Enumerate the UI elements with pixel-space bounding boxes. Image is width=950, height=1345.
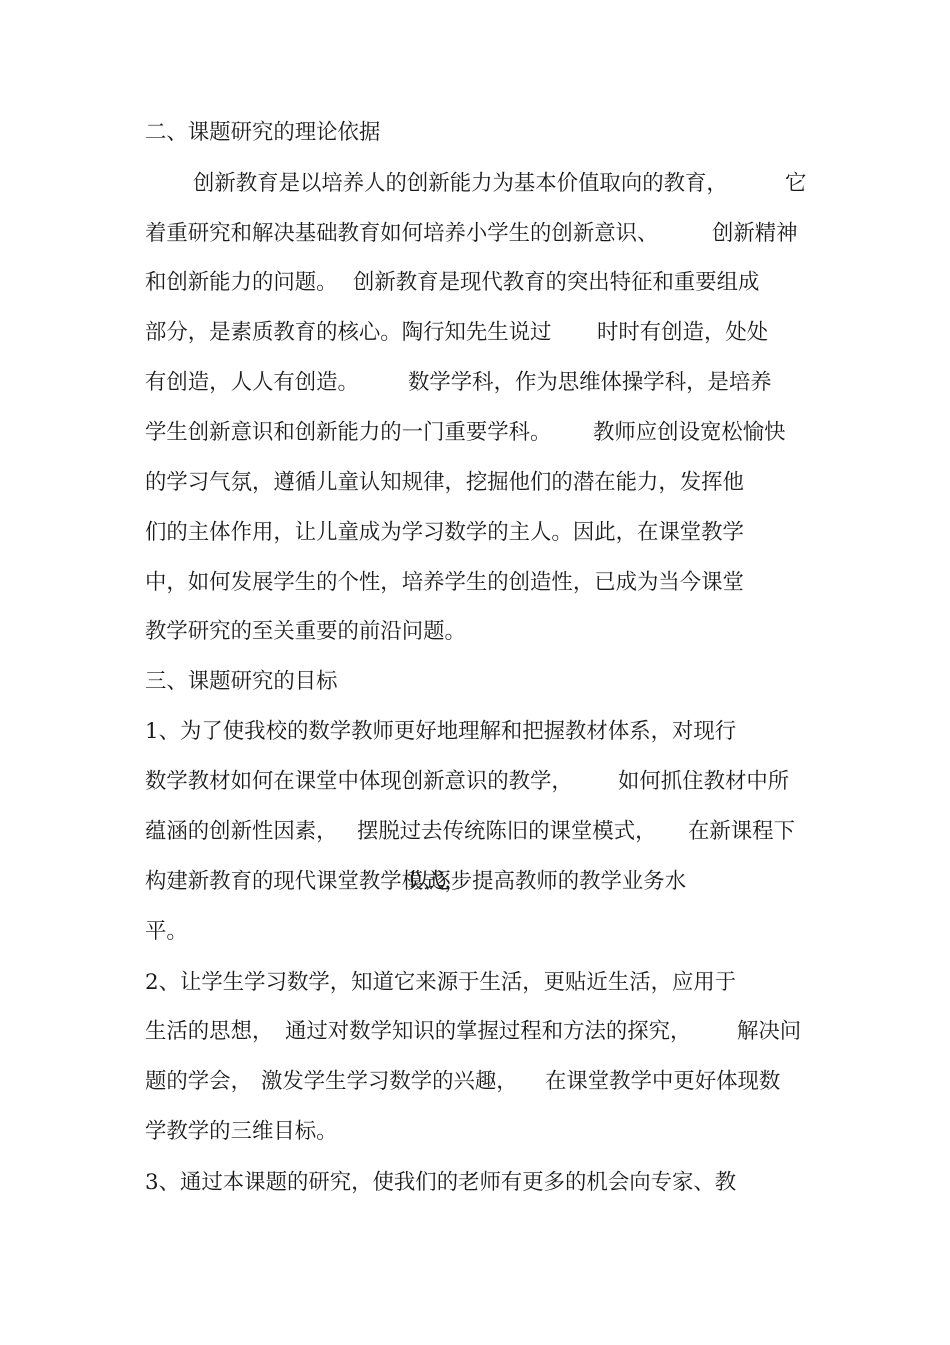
text-segment: 有创造，人人有创造。 [145,370,359,395]
paragraph-line [0,1067,950,1097]
text-segment: 1、为了使我校的数学教师更好地理解和把握教材体系，对现行 [145,719,737,744]
text-segment: 题的学会， [145,1069,252,1094]
paragraph-line [0,617,950,647]
text-segment: 平。 [145,919,188,944]
paragraph-line [0,518,950,548]
text-segment: 3、通过本课题的研究，使我们的老师有更多的机会向专家、教 [145,1170,737,1195]
paragraph-line [0,219,950,249]
text-segment: 数学教材如何在课堂中体现创新意识的教学， [145,769,573,794]
paragraph-line [0,368,950,398]
text-segment: 以逐步提高教师的教学业务水 [408,869,687,894]
text-segment: 数学学科，作为思维体操学科，是培养 [408,370,772,395]
paragraph-line [0,268,950,298]
paragraph-line [0,717,950,747]
paragraph-line [0,318,950,348]
text-segment: 和创新能力的问题。 [145,270,338,295]
text-segment: 学生创新意识和创新能力的一门重要学科。 [145,420,552,445]
paragraph-line [0,169,950,199]
section-heading [0,667,950,697]
text-segment: 教学研究的至关重要的前沿问题。 [145,619,466,644]
paragraph-line [0,468,950,498]
text-segment: 部分，是素质教育的核心。陶行知先生说过 [145,320,552,345]
text-segment: 激发学生学习数学的兴趣， [261,1069,518,1094]
text-segment: 在新课程下 [688,819,795,844]
paragraph-line [0,568,950,598]
text-segment: 摆脱过去传统陈旧的课堂模式， [357,819,657,844]
text-segment: 创新教育是现代教育的突出特征和重要组成 [353,270,760,295]
paragraph-line [0,817,950,847]
text-segment: 二、课题研究的理论依据 [145,120,381,145]
text-segment: 它 [785,171,807,196]
text-segment: 的学习气氛，遵循儿童认知规律，挖掘他们的潜在能力，发挥他 [145,470,744,495]
paragraph-line [0,917,950,947]
paragraph-line [0,968,950,998]
text-segment: 们的主体作用，让儿童成为学习数学的主人。因此，在课堂教学 [145,520,744,545]
text-segment: 生活的思想， [145,1019,274,1044]
text-segment: 构建新教育的现代课堂教学模式， [145,869,466,894]
paragraph-line [0,867,950,897]
text-segment: 在课堂教学中更好体现数 [545,1069,781,1094]
text-segment: 着重研究和解决基础教育如何培养小学生的创新意识、 [145,221,659,246]
text-segment: 三、课题研究的目标 [145,669,338,694]
paragraph-line [0,767,950,797]
paragraph-line [0,1017,950,1047]
section-heading [0,118,950,148]
text-segment: 解决问 [737,1019,802,1044]
text-segment: 通过对数学知识的掌握过程和方法的探究， [285,1019,692,1044]
paragraph-line [0,418,950,448]
paragraph-line [0,1117,950,1147]
text-segment: 时时有创造，处处 [597,320,769,345]
paragraph-line [0,1168,950,1198]
text-segment: 学教学的三维目标。 [145,1119,338,1144]
text-segment: 教师应创设宽松愉快 [593,420,786,445]
text-segment: 创新教育是以培养人的创新能力为基本价值取向的教育， [193,171,728,196]
text-segment: 创新精神 [712,221,798,246]
text-segment: 中，如何发展学生的个性，培养学生的创造性，已成为当今课堂 [145,570,744,595]
text-segment: 如何抓住教材中所 [618,769,790,794]
text-segment: 2、让学生学习数学，知道它来源于生活，更贴近生活，应用于 [145,970,737,995]
text-segment: 蕴涵的创新性因素， [145,819,338,844]
